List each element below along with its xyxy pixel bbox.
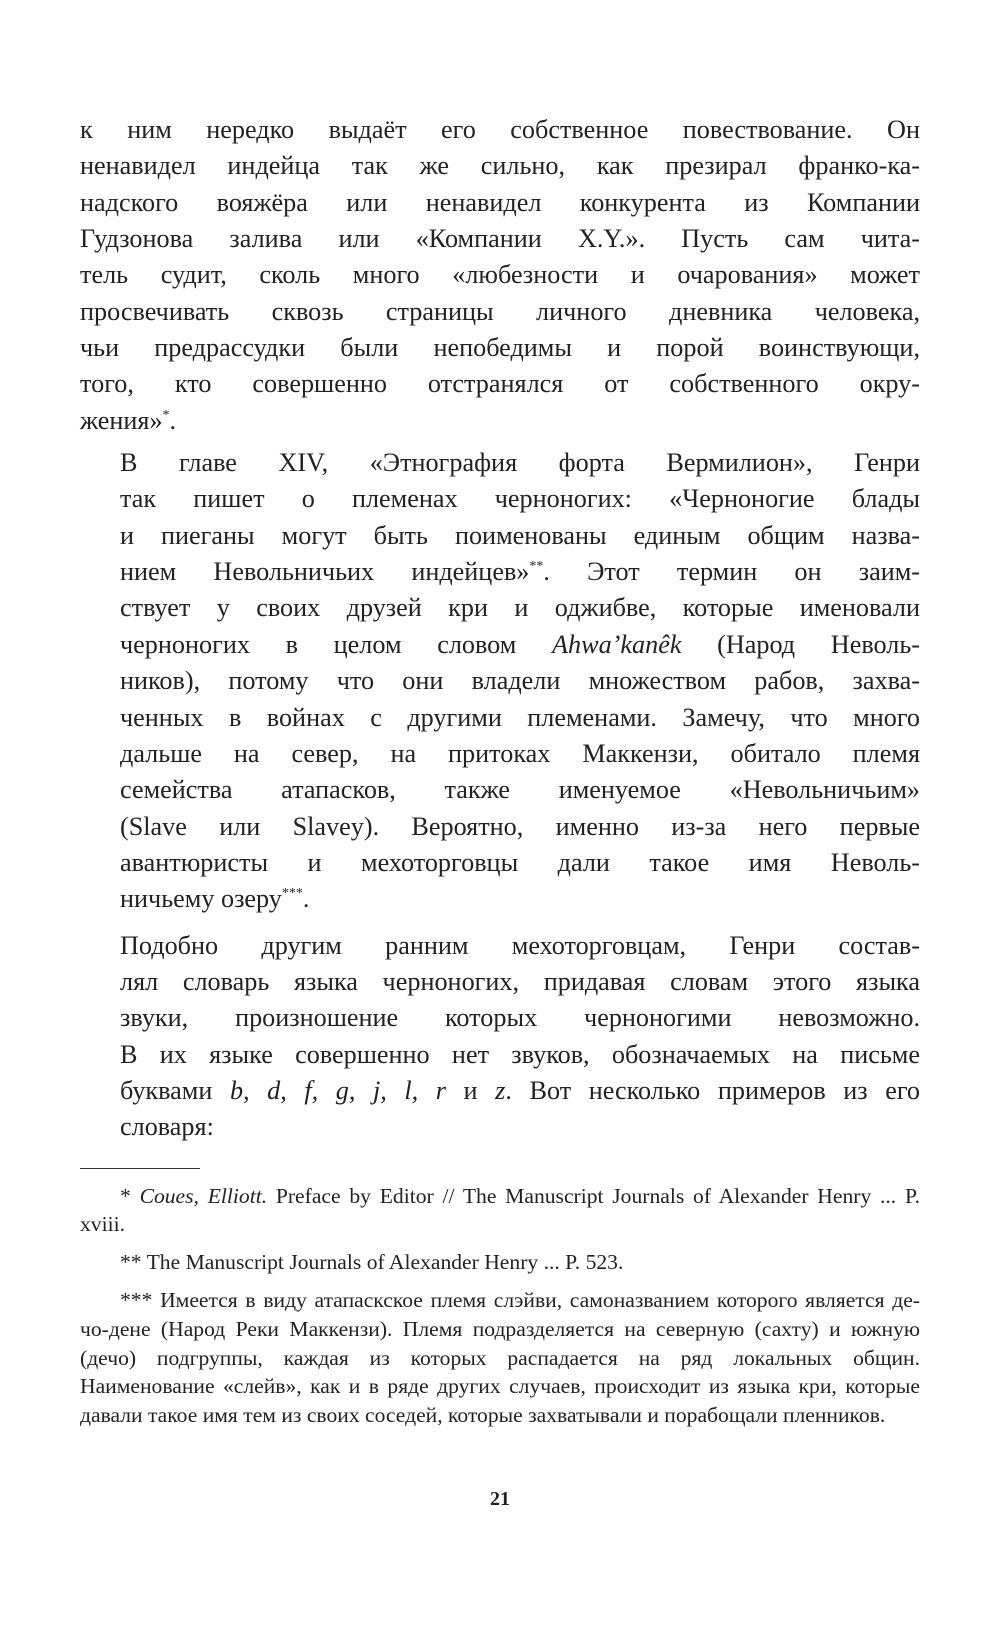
- footnote-separator: [80, 1168, 200, 1169]
- footnotes: [80, 1182, 920, 1430]
- footnote-mark: ***: [281, 886, 303, 902]
- paragraph-2: В главе XIV, «Этнография форта Вермилион», Генри так пишет о племенах черноногих: «Черноногие блады и пиеганы могут быть поименованы единым общим назва- нием Невольничьих индейцев»**. Этот термин он заим- ствует у своих друзей кри и оджибве, которые именовали черноногих в целом словом Ahwa’kanêk (Народ Неволь- ников), потому что они владели множеством рабов, захва- ченных в войнах с другими племенами. Замечу, что много дальше на север, на притоках Маккензи, обитало племя семейства атапасков, также именуемое «Невольничьим» (Slave или Slavey). Вероятно, именно из-за него первые авантюристы и мехоторговцы дали такое имя Неволь- ничьему озеру***.: [120, 448, 921, 914]
- paragraph-3: Подобно другим ранним мехоторговцам, Генри состав- лял словарь языка черноногих, придавая словам этого языка звуки, произношение которых черноногими невозможно. В их языке совершенно нет звуков, обозначаемых на письме буквами b, d, f, g, j, l, r и z. Вот несколько примеров из его словаря:: [120, 930, 921, 1142]
- page-number: 21: [490, 1488, 510, 1510]
- footnote-3: *** Имеется в виду атапаскское племя слэйви, самоназванием которого является де-чо-дене (Народ Реки Маккензи). Племя подразделяется на северную (сахту) и южную (дечо) подгруппы, каждая из которых распадается на ряд локальных общин. Наименование «слейв», как и в ряде других случаев, происходит из языка кри, которые давали такое имя тем из своих соседей, которые захватывали и порабощали пленников.: [80, 1288, 920, 1428]
- footnote-1: * Coues, Elliott. Preface by Editor // The Manuscript Journals of Alexander Henry ... P. xviii.: [80, 1183, 920, 1237]
- footnote-mark: **: [529, 559, 544, 575]
- footnote-2: ** The Manuscript Journals of Alexander Henry ... P. 523.: [120, 1250, 624, 1275]
- main-text: [80, 112, 920, 1146]
- paragraph-1: к ним нередко выдаёт его собственное повествование. Он ненавидел индейца так же сильно, как презирал франко-ка- надского вояжёра или ненавидел конкурента из Компании Гудзонова залива или «Компании X.Y.». Пусть сам чита- тель судит, сколь много «любезности и очарования» может просвечивать сквозь страницы личного дневника человека, чьи предрассудки были непобедимы и порой воинствующи, того, кто совершенно отстранялся от собственного окру- жения»*.: [80, 115, 920, 435]
- footnote-mark: *: [162, 407, 170, 423]
- page: [80, 112, 920, 1430]
